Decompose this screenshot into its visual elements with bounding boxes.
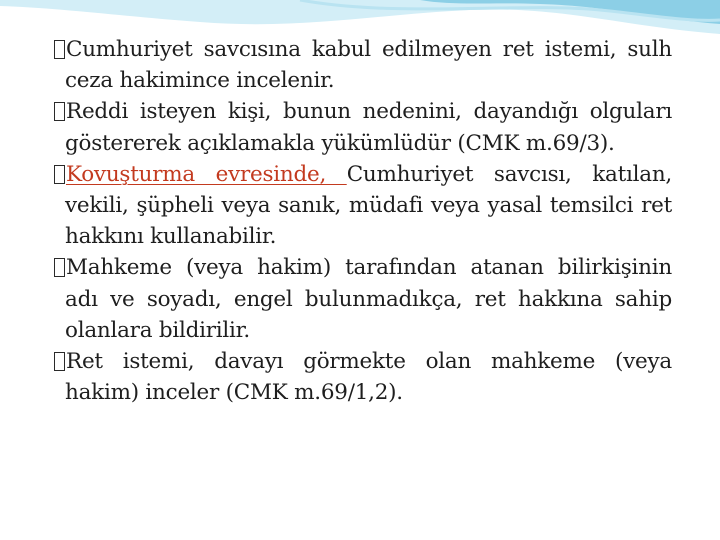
- bullet-5: [54, 346, 672, 408]
- missing-glyph-box-icon: [54, 102, 65, 121]
- bullet-4-text: Mahkeme (veya hakim) tarafından atanan bilirkişinin adı ve soyadı, engel bulunmadıkça, ret hakkına sahip olanlara bildirilir.: [65, 255, 672, 343]
- bullet-3-text: Cumhuriyet savcısı, katılan, vekili, şüpheli veya sanık, müdafi veya yasal temsilci ret hakkını kullanabilir.: [65, 161, 672, 250]
- bullet-1-text: Cumhuriyet savcısına kabul edilmeyen ret istemi, sulh ceza hakimince incelenir.: [65, 37, 672, 94]
- missing-glyph-box-icon: [54, 40, 65, 59]
- bullet-2: [54, 96, 672, 158]
- bullet-2-text: Reddi isteyen kişi, bunun nedenini, dayandığı olguları göstererek açıklamakla yükümlüdür (CMK m.69/3).: [65, 99, 672, 156]
- bullet-3: [54, 159, 672, 253]
- bullet-1: [54, 34, 672, 96]
- missing-glyph-box-icon: [54, 352, 65, 371]
- missing-glyph-box-icon: [54, 165, 65, 184]
- bullet-4: [54, 252, 672, 346]
- bullet-5-text: Ret istemi, davayı görmekte olan mahkeme (veya hakim) inceler (CMK m.69/1,2).: [65, 349, 672, 406]
- bullet-3-highlight: Kovuşturma evresinde,: [66, 161, 347, 187]
- slide-body: [54, 34, 672, 408]
- missing-glyph-box-icon: [54, 258, 65, 277]
